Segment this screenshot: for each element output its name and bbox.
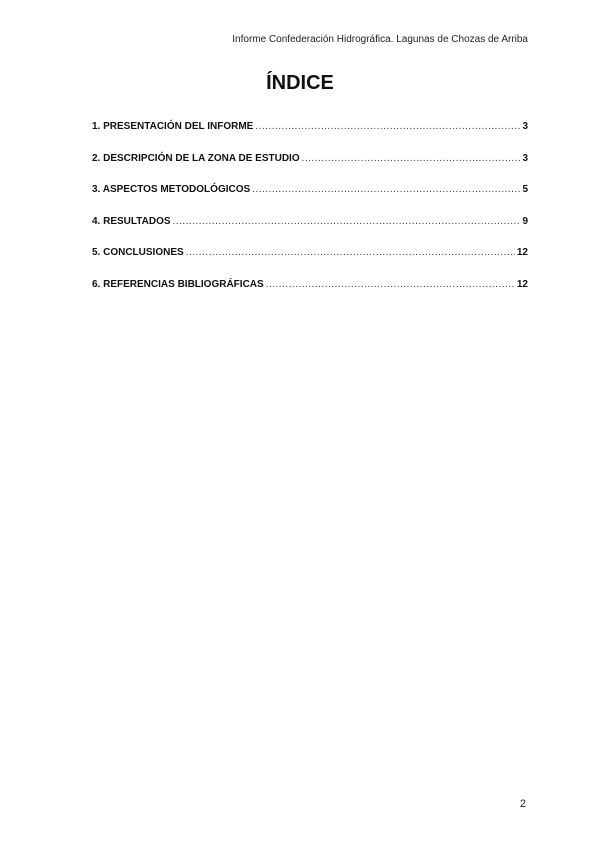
- toc-dot-leader: [302, 153, 521, 164]
- toc-entry-page: 9: [522, 215, 528, 227]
- toc-dot-leader: [173, 216, 521, 227]
- toc-entry-label: 1. PRESENTACIÓN DEL INFORME: [92, 121, 254, 132]
- toc-dot-leader: [266, 279, 515, 290]
- toc-dot-leader: [186, 247, 515, 258]
- toc-dot-leader: [255, 121, 520, 132]
- toc-entry-conclusiones[interactable]: [92, 247, 528, 263]
- toc-entry-page: 5: [522, 184, 528, 196]
- toc-entry-presentacion[interactable]: [92, 121, 528, 137]
- toc-entry-page: 3: [522, 152, 528, 164]
- toc-entry-page: 12: [516, 278, 528, 290]
- table-of-contents: [92, 121, 528, 311]
- toc-entry-label: 6. REFERENCIAS BIBLIOGRÁFICAS: [92, 278, 264, 290]
- toc-dot-leader: [252, 184, 520, 195]
- toc-entry-resultados[interactable]: [92, 216, 528, 232]
- toc-entry-label: 2. DESCRIPCIÓN DE LA ZONA DE ESTUDIO: [92, 152, 300, 164]
- toc-entry-aspectos-metodologicos[interactable]: [92, 184, 528, 200]
- page-title: ÍNDICE: [266, 72, 334, 94]
- toc-entry-label: 5. CONCLUSIONES: [92, 247, 184, 259]
- toc-entry-page: 12: [516, 247, 528, 259]
- toc-entry-label: 4. RESULTADOS: [92, 215, 171, 227]
- running-header: Informe Confederación Hidrográfica. Lagunas de Chozas de Arriba: [232, 34, 528, 45]
- toc-entry-label: 3. ASPECTOS METODOLÓGICOS: [92, 184, 251, 196]
- toc-entry-referencias[interactable]: [92, 279, 528, 295]
- toc-entry-descripcion[interactable]: [92, 153, 528, 169]
- page-number: 2: [519, 798, 526, 810]
- toc-entry-page: 3: [522, 121, 528, 132]
